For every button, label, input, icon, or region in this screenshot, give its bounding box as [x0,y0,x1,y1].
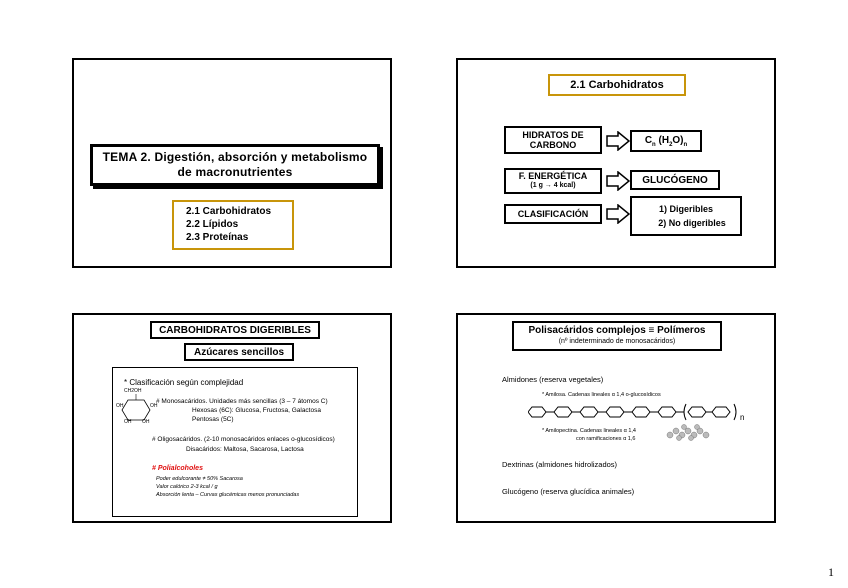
mono-line3: Pentosas (5C) [192,416,234,423]
slide3-subtitle: Azúcares sencillos [193,346,285,358]
slide1-topic-item: 2.2 Lípidos [186,219,239,230]
mono-line1: # Monosacáridos. Unidades más sencillas (3 – 7 átomos C) [156,398,328,405]
slide3-subtitle-box [184,343,294,361]
dextrinas-text: Dextrinas (almidones hidrolizados) [502,460,618,469]
class-item: 2) No digeribles [658,218,726,228]
amylopectin-structure-icon [664,423,712,443]
slide1-title-line1: TEMA 2. Digestión, absorción y metabolismo [102,150,368,164]
slide1-topic-item: 2.1 Carbohidratos [186,206,272,217]
arrow-right-icon [606,131,630,151]
mono-line2: Hexosas (6C): Glucosa, Fructosa, Galactosa [192,407,321,414]
polymer-chain-icon [528,401,758,423]
oligo-line1: # Oligosacáridos. (2-10 monosacáridos enlaces o-glucosídicos) [152,436,335,443]
slide-2 [456,58,776,268]
arrow-right-icon [606,171,630,191]
clasificacion-heading: * Clasificación según complejidad [124,378,244,387]
slide4-subtitle: (nº indeterminado de monosacáridos) [558,338,676,345]
chain-n-label: n [740,413,745,422]
formula: $C_n$ $(H_2O)_n$ [644,134,688,148]
slide3-title-box [150,321,320,339]
class-list-box [630,196,742,236]
energetica-sub: (1 g → 4 kcal) [530,182,576,189]
polialcoholes-title: # Polialcoholes [152,465,203,472]
hidratos-line2: CARBONO [529,140,577,150]
ring-label: OH [116,403,124,409]
oligo-line2: Disacáridos: Maltosa, Sacarosa, Lactosa [186,446,304,453]
glucogeno-text: Glucógeno (reserva glucídica animales) [502,487,635,496]
slide1-topic-item: 2.3 Proteínas [186,232,249,243]
formula-box [630,130,702,152]
poly-line2: Valor calórico 2-3 kcal / g [156,484,218,490]
poly-line3: Absorción lenta – Curvas glucémicas menos pronunciadas [156,492,300,498]
slide2-title: 2.1 Carbohidratos [570,79,664,91]
glucogeno-label: GLUCÓGENO [642,174,708,186]
almidones-text: Almidones (reserva vegetales) [502,375,604,384]
ring-label: OH [150,403,158,409]
slide2-title-box [548,74,686,96]
slide1-title-line2: de macronutrientes [177,165,293,179]
arrow-right-icon [606,204,630,224]
energetica-label: F. ENERGÉTICA [518,171,588,181]
ring-label: CH2OH [124,388,142,394]
slide1-topic-list [172,200,294,250]
amilosa-text: * Amilosa. Cadenas lineales α 1,4 o-glucosídicos [542,392,661,398]
slide1-title-box [90,144,380,186]
clasificacion-box [504,204,602,224]
energetica-box [504,168,602,194]
glucogeno-box [630,170,720,190]
hidratos-line1: HIDRATOS DE [522,130,584,140]
poly-line1: Poder edulcorante ≠ 50% Sacarosa [156,476,243,482]
slide-3 [72,313,392,523]
hidratos-box [504,126,602,154]
amilopectina-line1: * Amilopectina. Cadenas lineales α 1,4 [542,428,636,434]
class-item: 1) Digeribles [658,204,714,214]
slide3-title: CARBOHIDRATOS DIGERIBLES [159,324,311,336]
clasificacion-label: CLASIFICACIÓN [517,209,589,219]
slide4-title-box [512,321,722,351]
slide-1 [72,58,392,268]
slide4-title: Polisacáridos complejos ≡ Polímeros [528,325,706,336]
amilopectina-line2: con ramificaciones α 1,6 [576,436,636,442]
ring-label: OH [124,419,132,425]
ring-label: OH [142,419,150,425]
slide-4 [456,313,776,523]
page-number: 1 [828,565,834,579]
